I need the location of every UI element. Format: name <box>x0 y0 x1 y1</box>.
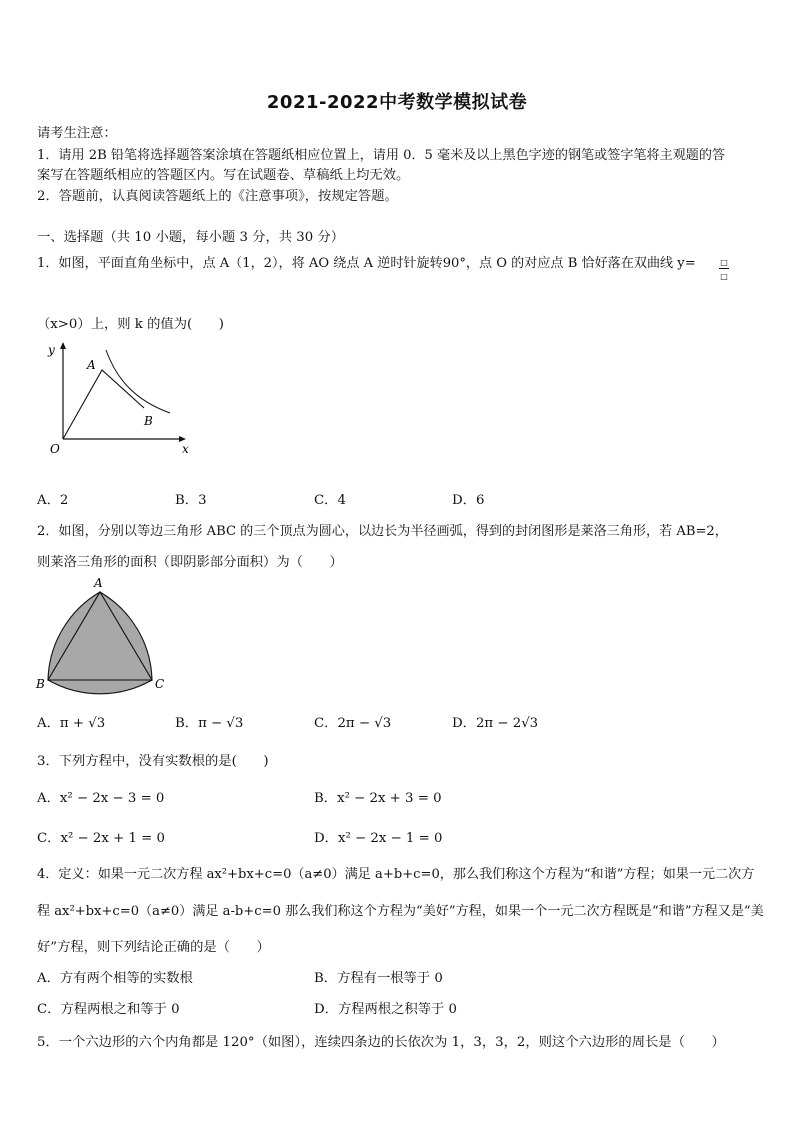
q2-option-c[interactable]: C．2π − √3 <box>314 716 392 731</box>
point-b-label: B <box>144 414 153 428</box>
q4-option-c[interactable]: C．方程两根之和等于 0 <box>37 1002 180 1017</box>
q4-option-b[interactable]: B．方程有一根等于 0 <box>314 971 443 986</box>
notice-line-2: 2．答题前，认真阅读答题纸上的《注意事项》，按规定答题。 <box>37 189 398 204</box>
q3-option-d[interactable]: D．x² − 2x − 1 = 0 <box>314 831 443 846</box>
q3-text: 3．下列方程中，没有实数根的是( ) <box>37 754 269 769</box>
notice-line-1a: 1．请用 2B 铅笔将选择题答案涂填在答题纸相应位置上，请用 0．5 毫米及以上黑色字迹的钢笔或签字笔将主观题的答 <box>37 148 726 163</box>
q1-option-d[interactable]: D．6 <box>452 493 485 508</box>
vertex-a-label: A <box>94 576 103 590</box>
q5-text: 5．一个六边形的六个内角都是 120°（如图），连续四条边的长依次为 1，3，3，2，则这个六边形的周长是（ ） <box>37 1035 725 1050</box>
q1-option-c[interactable]: C．4 <box>314 493 346 508</box>
x-axis-label: x <box>182 442 189 456</box>
q1-option-b[interactable]: B．3 <box>175 493 207 508</box>
q1-text-a: 1．如图，平面直角坐标中，点 A（1，2），将 AO 绕点 A 逆时针旋转90°，点 O 的对应点 B 恰好落在双曲线 y= <box>37 256 696 271</box>
q1-fraction-denominator: □ <box>720 272 728 281</box>
q4-line-1: 4．定义：如果一元二次方程 ax²+bx+c=0（a≠0）满足 a+b+c=0，那么我们称这个方程为“和谐”方程；如果一元二次方 <box>37 867 755 882</box>
q4-line-3: 好”方程，则下列结论正确的是（ ） <box>37 940 270 955</box>
q1-fraction-bar <box>719 268 729 269</box>
vertex-b-label: B <box>36 677 45 691</box>
origin-label: O <box>50 442 60 456</box>
q4-line-2: 程 ax²+bx+c=0（a≠0）满足 a-b+c=0 那么我们称这个方程为“美好”方程，如果一个一元二次方程既是“和谐”方程又是“美 <box>37 904 764 919</box>
notice-heading: 请考生注意： <box>37 126 117 141</box>
page-title: 2021-2022中考数学模拟试卷 <box>266 92 528 113</box>
q2-option-d[interactable]: D．2π − 2√3 <box>452 716 539 731</box>
q1-text-b: （x>0）上，则 k 的值为( ) <box>37 317 224 332</box>
q2-text-b: 则莱洛三角形的面积（即阴影部分面积）为（ ） <box>37 555 343 570</box>
y-axis-label: y <box>48 343 55 357</box>
section-1-heading: 一、选择题（共 10 小题，每小题 3 分，共 30 分） <box>37 230 345 245</box>
reuleaux-triangle <box>48 592 152 694</box>
triangle-oab <box>63 370 144 439</box>
q1-option-a[interactable]: A．2 <box>37 493 69 508</box>
point-a-label: A <box>87 358 96 372</box>
q2-text-a: 2．如图，分别以等边三角形 ABC 的三个顶点为圆心，以边长为半径画弧，得到的封闭图形是莱洛三角形，若 AB=2， <box>37 524 728 539</box>
q4-option-a[interactable]: A．方有两个相等的实数根 <box>37 971 193 986</box>
q2-option-a[interactable]: A．π + √3 <box>37 716 106 731</box>
hyperbola-curve <box>106 350 170 413</box>
q2-option-b[interactable]: B．π − √3 <box>175 716 244 731</box>
q3-option-b[interactable]: B．x² − 2x + 3 = 0 <box>314 791 442 806</box>
vertex-c-label: C <box>155 677 165 691</box>
q2-figure <box>34 574 174 694</box>
q3-option-a[interactable]: A．x² − 2x − 3 = 0 <box>37 791 165 806</box>
q1-fraction-numerator: □ <box>720 258 728 267</box>
q1-figure <box>34 338 199 460</box>
q4-option-d[interactable]: D．方程两根之积等于 0 <box>314 1002 458 1017</box>
y-axis-arrow <box>60 342 66 349</box>
q3-option-c[interactable]: C．x² − 2x + 1 = 0 <box>37 831 165 846</box>
notice-line-1b: 案写在答题纸相应的答题区内。写在试题卷、草稿纸上均无效。 <box>37 168 410 183</box>
q1-axes <box>63 344 184 439</box>
